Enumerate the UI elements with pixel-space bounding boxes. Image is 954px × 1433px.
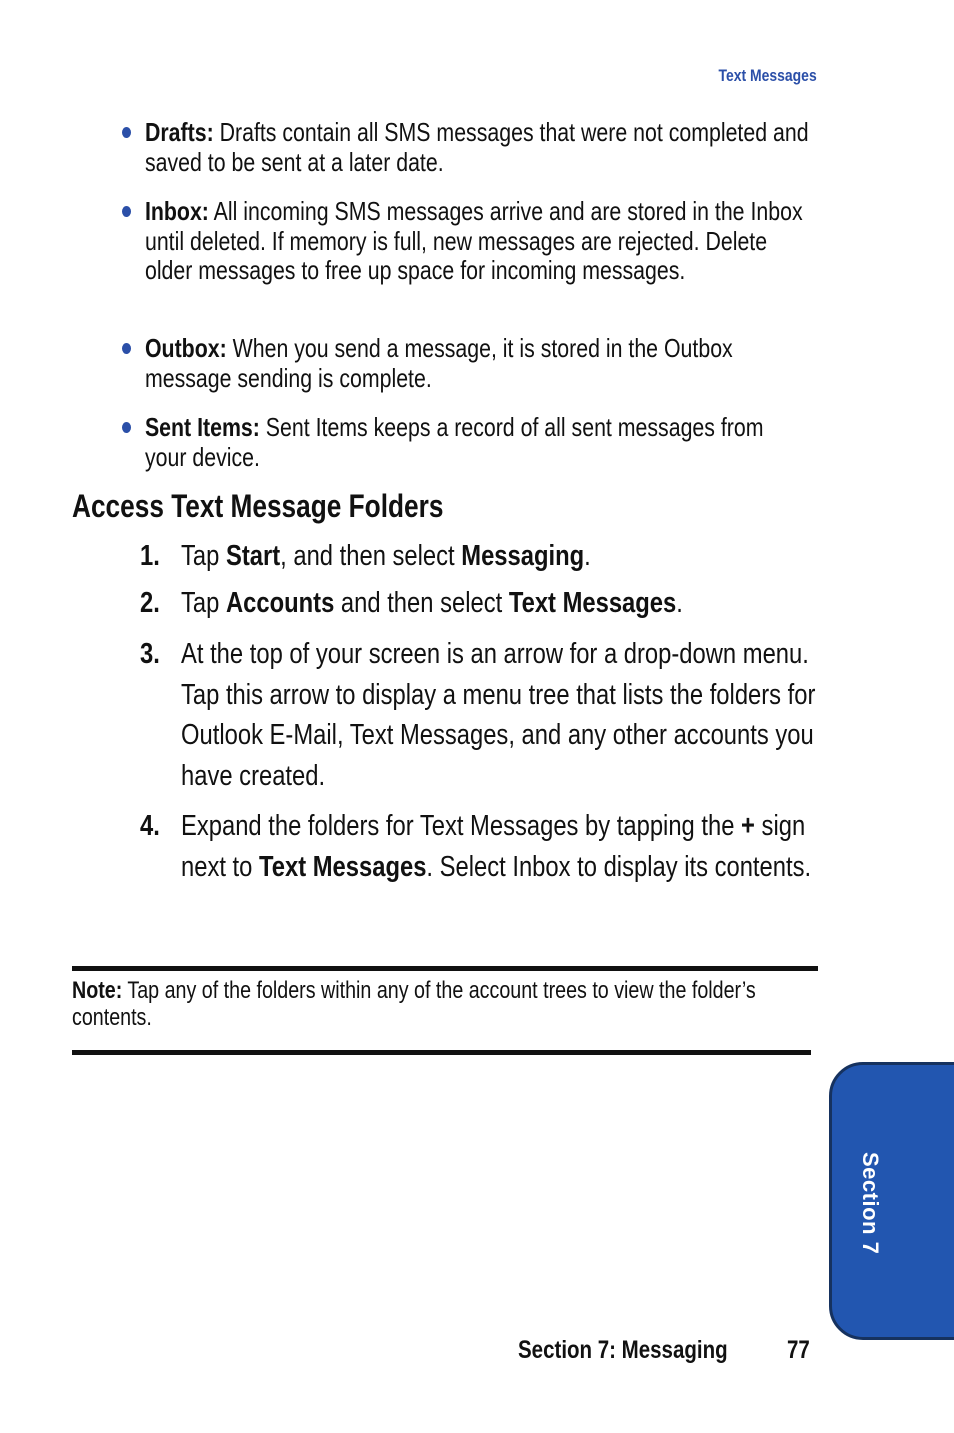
note-text: Tap any of the folders within any of the account trees to view the folder’s contents. — [72, 977, 756, 1031]
step-text-part: and then select — [334, 587, 509, 619]
step-number: 3. — [140, 638, 160, 670]
step-text-part: Accounts — [225, 587, 335, 619]
bullet-text — [145, 413, 811, 472]
step-text-part: Start — [225, 540, 281, 572]
step-text-part: . — [676, 587, 683, 619]
note-top-rule — [72, 966, 818, 971]
step-number: 2. — [140, 587, 160, 619]
step-text-part: . — [584, 540, 591, 572]
step-text-part: Text Messages — [259, 850, 427, 883]
bullet-item-inbox — [122, 197, 811, 286]
note — [72, 977, 810, 1031]
bullet-term: Inbox: — [144, 196, 209, 226]
step-4 — [140, 806, 821, 887]
step-text — [181, 536, 821, 577]
running-head: Text Messages — [718, 66, 817, 85]
bullet-term: Sent Items: — [144, 412, 260, 442]
bullet-text — [145, 197, 811, 286]
bullet-dot — [122, 206, 131, 217]
step-text-part: + — [741, 810, 755, 842]
bullet-dot — [122, 127, 131, 138]
bullet-item-outbox — [122, 334, 811, 393]
page-number: 77 — [787, 1336, 810, 1364]
bullet-description: When you send a message, it is stored in the Outbox message sending is complete. — [144, 333, 733, 393]
bullet-description: Drafts contain all SMS messages that were not completed and saved to be sent at a later date. — [144, 117, 809, 177]
step-2 — [140, 583, 821, 624]
step-number: 1. — [140, 540, 160, 572]
step-text-part: Text Messages — [508, 587, 677, 619]
bullet-dot — [122, 343, 131, 354]
step-text-part: , and then select — [280, 540, 462, 572]
step-number: 4. — [140, 810, 160, 842]
bullet-text — [145, 118, 811, 177]
step-text — [181, 806, 821, 887]
step-text-part: Expand the folders for Text Messages by tapping the — [181, 810, 742, 842]
step-3 — [140, 634, 821, 796]
note-label: Note: — [72, 977, 123, 1004]
step-text-part: Tap — [181, 587, 226, 619]
step-1 — [140, 536, 821, 577]
bullet-item-sent-items — [122, 413, 811, 472]
section-tab-label: Section 7 — [858, 1152, 883, 1255]
bullet-item-drafts — [122, 118, 811, 177]
bullet-term: Drafts: — [144, 117, 214, 147]
note-bottom-rule — [72, 1050, 811, 1055]
bullet-term: Outbox: — [144, 333, 227, 363]
step-text-part: Tap — [181, 540, 226, 572]
bullet-text — [145, 334, 811, 393]
bullet-description: All incoming SMS messages arrive and are stored in the Inbox until deleted. If memory is full, new messages are rejected. Delete older messages to free up space for incoming messages. — [144, 196, 803, 285]
step-text — [181, 634, 821, 796]
step-text-part: sign next to — [181, 810, 806, 883]
step-text-part: At the top of your screen is an arrow for a drop-down menu. Tap this arrow to display a menu tree that lists the folders for Outlook E-Mail, Text Messages, and any other accounts you have created. — [181, 638, 816, 792]
step-text — [181, 583, 821, 624]
step-text-part: . Select Inbox to display its contents. — [426, 850, 812, 883]
footer-section-title: Section 7: Messaging — [518, 1336, 728, 1364]
section-tab — [829, 1062, 954, 1340]
bullet-description: Sent Items keeps a record of all sent messages from your device. — [144, 412, 764, 472]
bullet-dot — [122, 422, 131, 433]
step-text-part: Messaging — [461, 540, 585, 572]
section-heading: Access Text Message Folders — [72, 488, 444, 524]
